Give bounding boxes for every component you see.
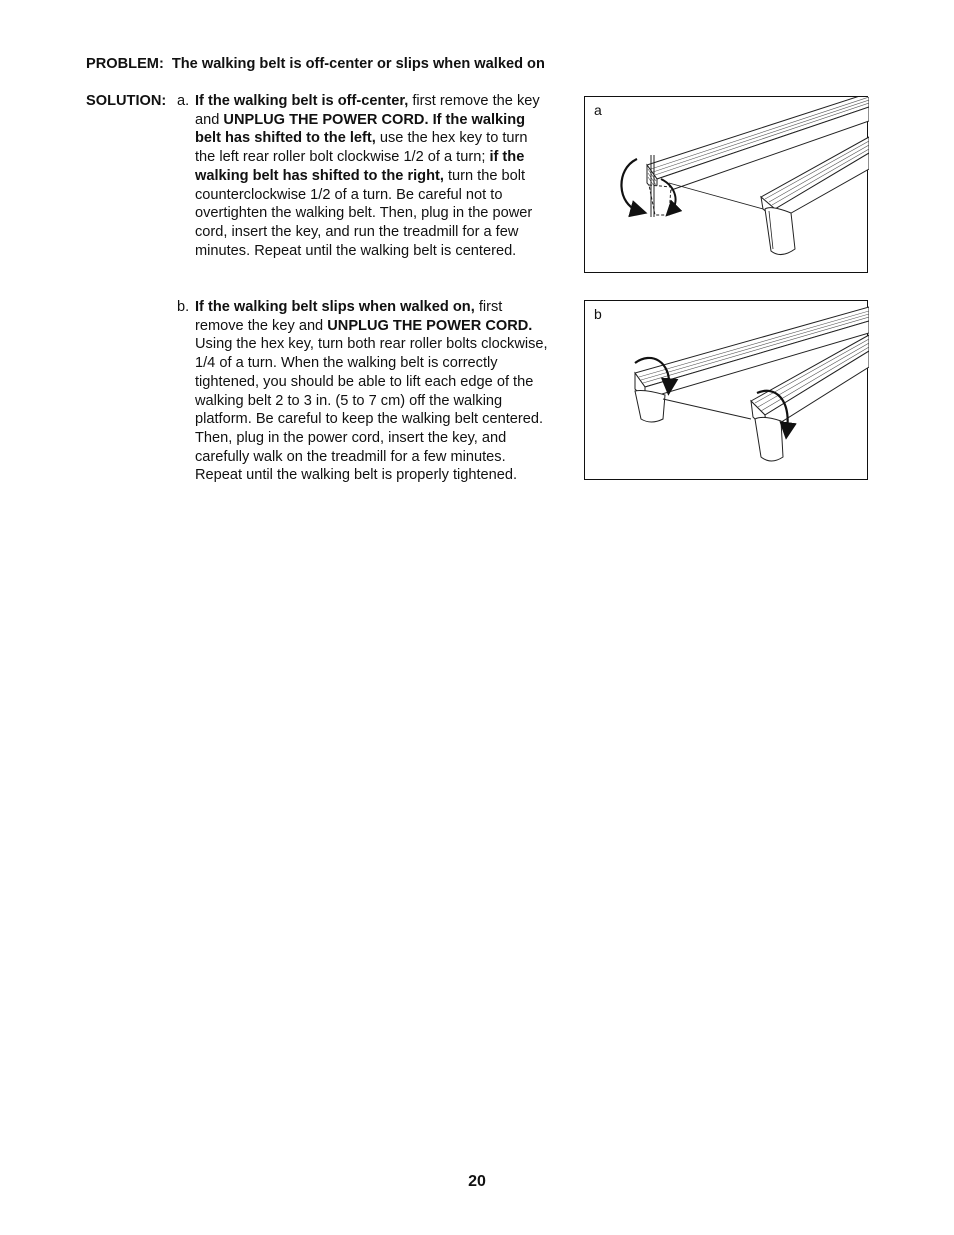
step-a-condition: if the walking belt has shifted to the right, (195, 149, 525, 184)
page-number: 20 (468, 1173, 486, 1190)
step-a-warning: UNPLUG THE POWER CORD. If the walking belt has shifted to the left, (195, 111, 526, 147)
step-b-body (195, 298, 549, 485)
figure-a (584, 96, 868, 273)
step-a-body (195, 92, 549, 260)
step-a-lead: If the walking belt is off-center, (195, 93, 409, 109)
figure-b-label: b (594, 306, 602, 322)
step-b-text-2: Using the hex key, turn both rear roller bolts clockwise, 1/4 of a turn. When the walking belt is correctly tightened, you should be able to lift each edge of the walking belt 2 to 3 in. (5 to 7 cm) off the walking platform. Be careful to keep the walking belt centered. Then, plug in the power cord, insert the key, and carefully walk on the treadmill for a few minutes. Repeat until the walking belt is properly tightened. (195, 336, 548, 484)
problem-text: The walking belt is off-center or slips when walked on (171, 56, 545, 72)
step-a-marker: a. (177, 93, 190, 109)
solution-step-a (177, 92, 549, 260)
step-a-text-1: first remove the key and (195, 93, 540, 128)
problem-label: PROBLEM: (86, 56, 164, 72)
figure-b (584, 300, 868, 480)
figure-a-label: a (594, 102, 602, 118)
step-b-warning: UNPLUG THE POWER CORD. (327, 317, 533, 334)
figure-a-illustration (585, 97, 869, 274)
figure-b-illustration (585, 301, 869, 481)
solution-label: SOLUTION: (86, 93, 167, 109)
step-a-text-2: use the hex key to turn the left rear roller bolt clockwise 1/2 of a turn; (195, 130, 528, 166)
problem-heading (86, 55, 545, 73)
solution-step-b (177, 298, 549, 485)
step-b-marker: b. (177, 299, 190, 315)
step-a-text-3: turn the bolt counterclockwise 1/2 of a turn. Be careful not to overtighten the walking belt. Then, plug in the power cord, insert the key, and run the treadmill for a few minutes. Repeat until the walking belt is centered. (195, 167, 533, 259)
step-b-text-1: first remove the key and (195, 299, 503, 334)
step-b-lead: If the walking belt slips when walked on, (195, 299, 475, 315)
